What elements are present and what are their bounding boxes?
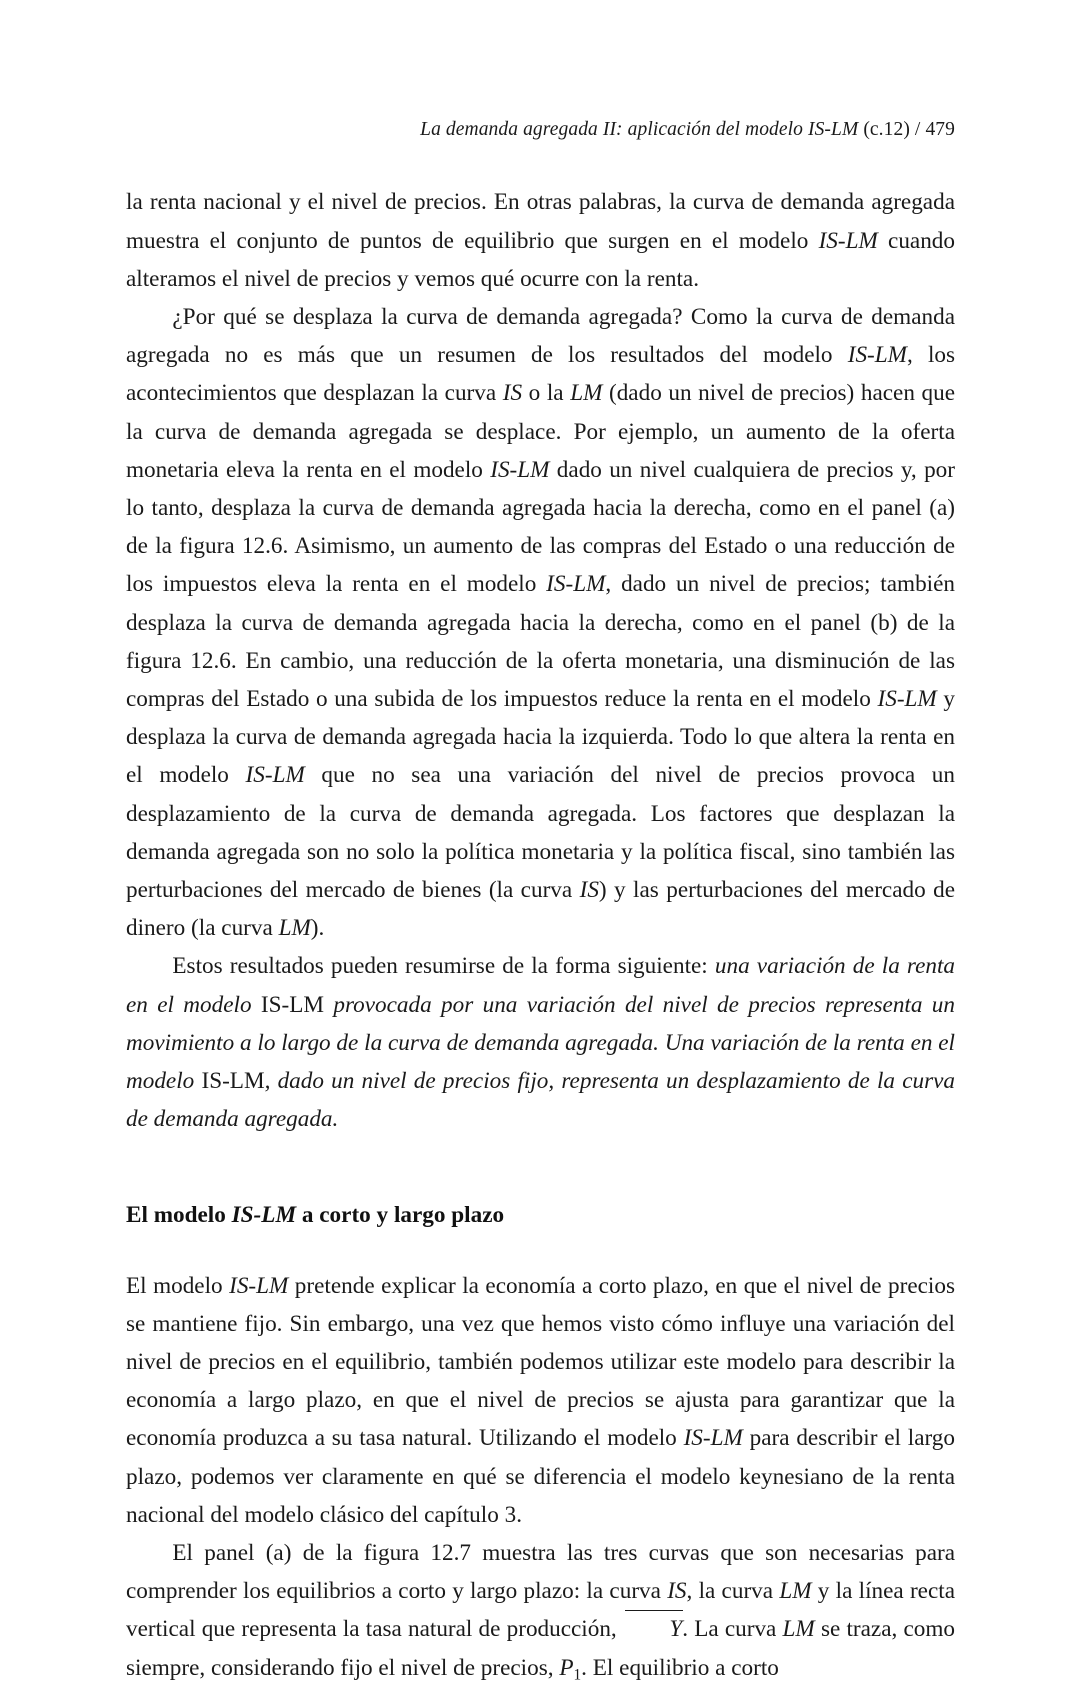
p2-var-islm-3: IS-LM — [546, 571, 606, 598]
summary-roman-islm-2: IS-LM — [201, 1068, 265, 1095]
paragraph-summary — [126, 947, 955, 1138]
p4-seg2: pretende explicar la economía a corto plazo, en que el nivel de precios se mantiene fijo. Sin embargo, una vez que hemos visto cómo influye una variación del nivel de precios en el equilibrio, también podemos utilizar este modelo para describir la economía a largo plazo, en que el nivel de precios se ajusta para garantizar que la economía produzca a su tasa natural. Utilizando el modelo — [126, 1272, 955, 1452]
running-head-suffix — [858, 119, 955, 140]
paragraph-4 — [126, 1267, 955, 1534]
p5-seg2: , la curva — [686, 1578, 780, 1605]
p2-seg9: ) y las perturbaciones del mercado de dinero (la curva — [126, 877, 955, 942]
p2-var-islm-1: IS-LM — [847, 342, 907, 369]
running-head-chapter: (c.12) — [863, 119, 910, 140]
p2-seg7: y desplaza la curva de demanda agregada hacia la izquierda. Todo lo que altera la renta en el modelo — [126, 686, 956, 789]
p2-seg1: ¿Por qué se desplaza la curva de demanda agregada? Como la curva de demanda agregada no es más que un resumen de los resultados del modelo — [126, 304, 955, 369]
p4-var-islm-2: IS-LM — [683, 1425, 743, 1452]
running-head-separator: / — [914, 119, 921, 140]
p2-var-lm-1: LM — [570, 380, 603, 407]
running-head-title: La demanda agregada II: aplicación del modelo IS-LM — [420, 119, 859, 140]
summary-em-2: provocada por una variación del nivel de precios representa un movimiento a lo largo de la curva de demanda agregada. Una variación de la renta en el modelo — [126, 991, 955, 1095]
heading-before: El modelo — [126, 1202, 232, 1229]
p4-seg1: El modelo — [126, 1272, 230, 1299]
summary-roman-islm-1: IS-LM — [260, 991, 325, 1018]
p1-var-islm-1: IS-LM — [818, 227, 878, 254]
p2-var-lm-2: LM — [278, 915, 311, 942]
summary-em-3: , dado un nivel de precios fijo, representa un desplazamiento de la curva de demanda agregada. — [126, 1068, 955, 1133]
p5-var-lm-2: LM — [782, 1616, 815, 1643]
heading-var-islm: IS-LM — [231, 1202, 297, 1229]
p5-var-lm-1: LM — [779, 1578, 812, 1605]
page-number: 479 — [925, 119, 955, 140]
section-heading — [126, 1138, 955, 1230]
p2-seg4: (dado un nivel de precios) hacen que la curva de demanda agregada se desplace. Por ejemplo, un aumento de la oferta monetaria eleva la renta en el modelo — [126, 380, 955, 483]
p5-seg4: . La curva — [682, 1616, 783, 1643]
p2-seg3: o la — [522, 380, 571, 407]
p5-seg5: se traza, como siempre, considerando fijo el nivel de precios, — [126, 1616, 955, 1681]
p4-seg3: para describir el largo plazo, podemos ver claramente en qué se diferencia el modelo keynesiano de la renta nacional del modelo clásico del capítulo 3. — [126, 1425, 955, 1528]
p2-var-is-1: IS — [502, 380, 523, 407]
p5-seg1: El panel (a) de la figura 12.7 muestra las tres curvas que son necesarias para comprender los equilibrios a corto y largo plazo: la curva — [126, 1540, 955, 1605]
summary-em-1: una variación de la renta en el modelo — [126, 953, 956, 1018]
text-column — [126, 118, 955, 1687]
p5-var-p-subscript: 1 — [573, 1665, 582, 1683]
p5-var-y-natural: Y — [623, 1610, 682, 1648]
p5-seg6: . El equilibrio a corto — [581, 1654, 779, 1681]
p2-var-islm-5: IS-LM — [245, 762, 305, 789]
p1-seg2: cuando alteramos el nivel de precios y vemos qué ocurre con la renta. — [126, 227, 955, 292]
p1-seg1: la renta nacional y el nivel de precios. En otras palabras, la curva de demanda agregada muestra el conjunto de puntos de equilibrio que surgen en el modelo — [126, 189, 955, 254]
p5-var-is: IS — [667, 1578, 687, 1605]
p4-var-islm-1: IS-LM — [229, 1272, 289, 1299]
running-head — [126, 118, 955, 141]
heading-after: a corto y largo plazo — [296, 1202, 505, 1229]
paragraph-1 — [126, 183, 955, 298]
p5-var-p: P — [559, 1654, 574, 1681]
p2-seg5: dado un nivel cualquiera de precios y, por lo tanto, desplaza la curva de demanda agregada hacia la derecha, como en el panel (a) de la figura 12.6. Asimismo, un aumento de las compras del Estado o una reducción de los impuestos eleva la renta en el modelo — [126, 456, 955, 598]
p2-var-islm-4: IS-LM — [877, 686, 937, 713]
p2-var-is-2: IS — [579, 877, 599, 904]
p2-seg6: , dado un nivel de precios; también desplaza la curva de demanda agregada hacia la derecha, como en el panel (b) de la figura 12.6. En cambio, una reducción de la oferta monetaria, una disminución de las compras del Estado o una subida de los impuestos reduce la renta en el modelo — [126, 571, 955, 713]
paragraph-5 — [126, 1534, 955, 1687]
p5-seg3: y la línea recta vertical que representa la tasa natural de producción, — [126, 1578, 955, 1643]
paragraph-2 — [126, 298, 955, 947]
summary-lead: Estos resultados pueden resumirse de la forma siguiente: — [172, 953, 715, 980]
p2-seg2: , los acontecimientos que desplazan la curva — [126, 342, 956, 407]
p2-var-islm-2: IS-LM — [490, 456, 550, 483]
p2-seg10: ). — [310, 915, 325, 942]
p2-seg8: que no sea una variación del nivel de precios provoca un desplazamiento de la curva de demanda agregada. Los factores que desplazan la demanda agregada son no solo la política monetaria y la política fiscal, sino también las perturbaciones del mercado de bienes (la curva — [126, 762, 955, 904]
